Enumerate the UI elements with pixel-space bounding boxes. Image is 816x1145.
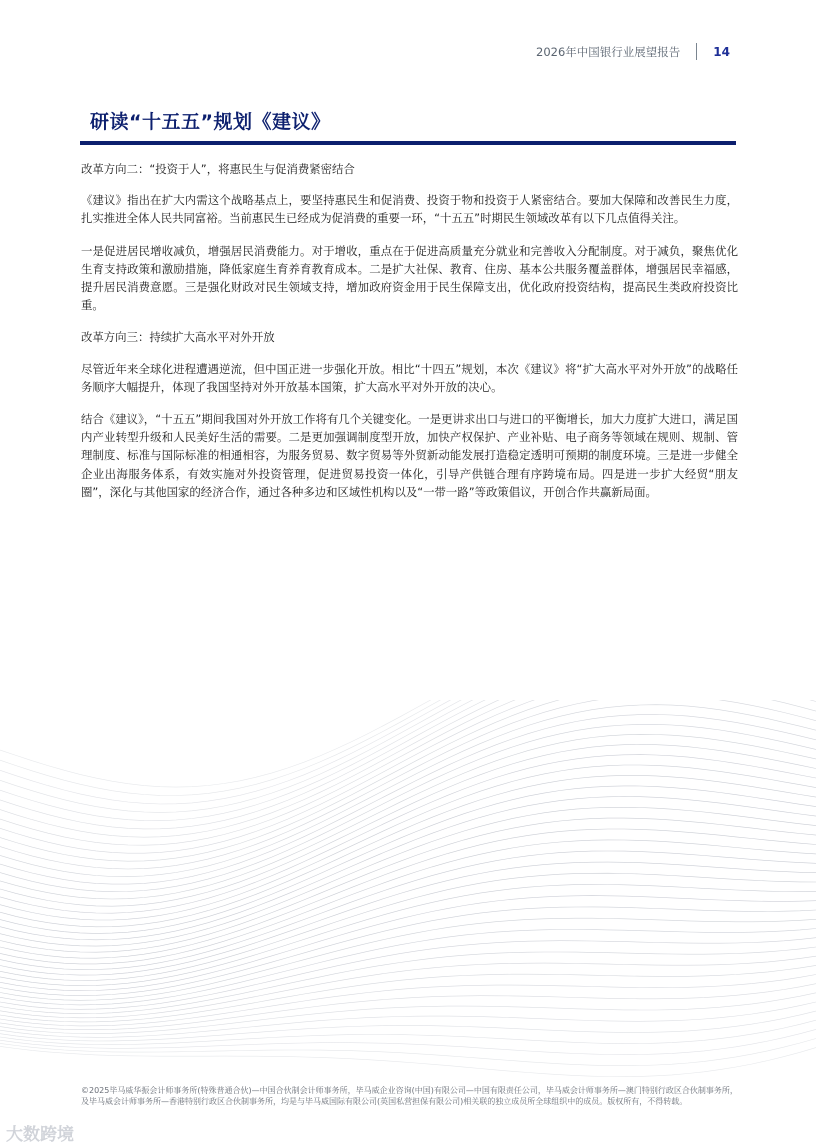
section-title: 研读“十五五”规划《建议》 <box>90 111 331 133</box>
paragraph-opening-up: 尽管近年来全球化进程遭遇逆流，但中国正进一步强化开放。相比“十四五”规划，本次《建议》将“扩大高水平对外开放”的战略任务顺序大幅提升，体现了我国坚持对外开放基本国策，扩大高水平对外开放的决心。 <box>81 361 738 394</box>
subheading-reform-two: 改革方向二：“投资于人”，将惠民生与促消费紧密结合 <box>81 162 355 176</box>
decorative-wave-graphic <box>0 700 816 1080</box>
watermark: 大数跨境 <box>6 1125 74 1145</box>
subheading-reform-three: 改革方向三：持续扩大高水平对外开放 <box>81 330 275 345</box>
paragraph-proposal-consumption: 《建议》指出在扩大内需这个战略基点上，要坚持惠民生和促消费、投资于物和投资于人紧密结合。要加大保障和改善民生力度，扎实推进全体人民共同富裕。当前惠民生已经成为促消费的重要一环，“十五五”时期民生领域改革有以下几点值得关注。 <box>81 193 738 226</box>
page-number: 14 <box>713 44 730 59</box>
header-divider <box>696 43 697 60</box>
report-title: 2026年中国银行业展望报告 <box>536 44 681 59</box>
footer-legal: ©2025毕马威华振会计师事务所(特殊普通合伙)—中国合伙制会计师事务所，毕马威企业咨询(中国)有限公司—中国有限责任公司，毕马威会计师事务所—澳门特别行政区合伙制事务所，及毕马威会计师事务所—香港特别行政区合伙制事务所，均是与毕马威国际有限公司(英国私营担保有限公司)相关联的独立成员所全球组织中的成员。版权所有，不得转载。 <box>81 1086 738 1106</box>
body-text <box>81 160 738 515</box>
page-header <box>536 43 730 60</box>
title-underline <box>80 141 736 145</box>
paragraph-key-changes: 结合《建议》，“十五五”期间我国对外开放工作将有几个关键变化。一是更讲求出口与进口的平衡增长，加大力度扩大进口，满足国内产业转型升级和人民美好生活的需要。二是更加强调制度型开放，加快产权保护、产业补贴、电子商务等领域在规则、规制、管理制度、标准与国际标准的相通相容，为服务贸易、数字贸易等外贸新动能发展打造稳定透明可预期的制度环境。三是进一步健全企业出海服务体系，有效实施对外投资管理，促进贸易投资一体化，引导产供链合理有序跨境布局。四是进一步扩大经贸“朋友圈”，深化与其他国家的经济合作，通过各种多边和区域性机构以及“一带一路”等政策倡议，开创合作共赢新局面。 <box>81 412 738 499</box>
paragraph-livelihood-points: 一是促进居民增收减负，增强居民消费能力。对于增收，重点在于促进高质量充分就业和完善收入分配制度。对于减负，聚焦优化生育支持政策和激励措施，降低家庭生育养育教育成本。二是扩大社保、教育、住房、基本公共服务覆盖群体，增强居民幸福感，提升居民消费意愿。三是强化财政对民生领域支持，增加政府资金用于民生保障支出，优化政府投资结构，提高民生类政府投资比重。 <box>81 243 738 313</box>
